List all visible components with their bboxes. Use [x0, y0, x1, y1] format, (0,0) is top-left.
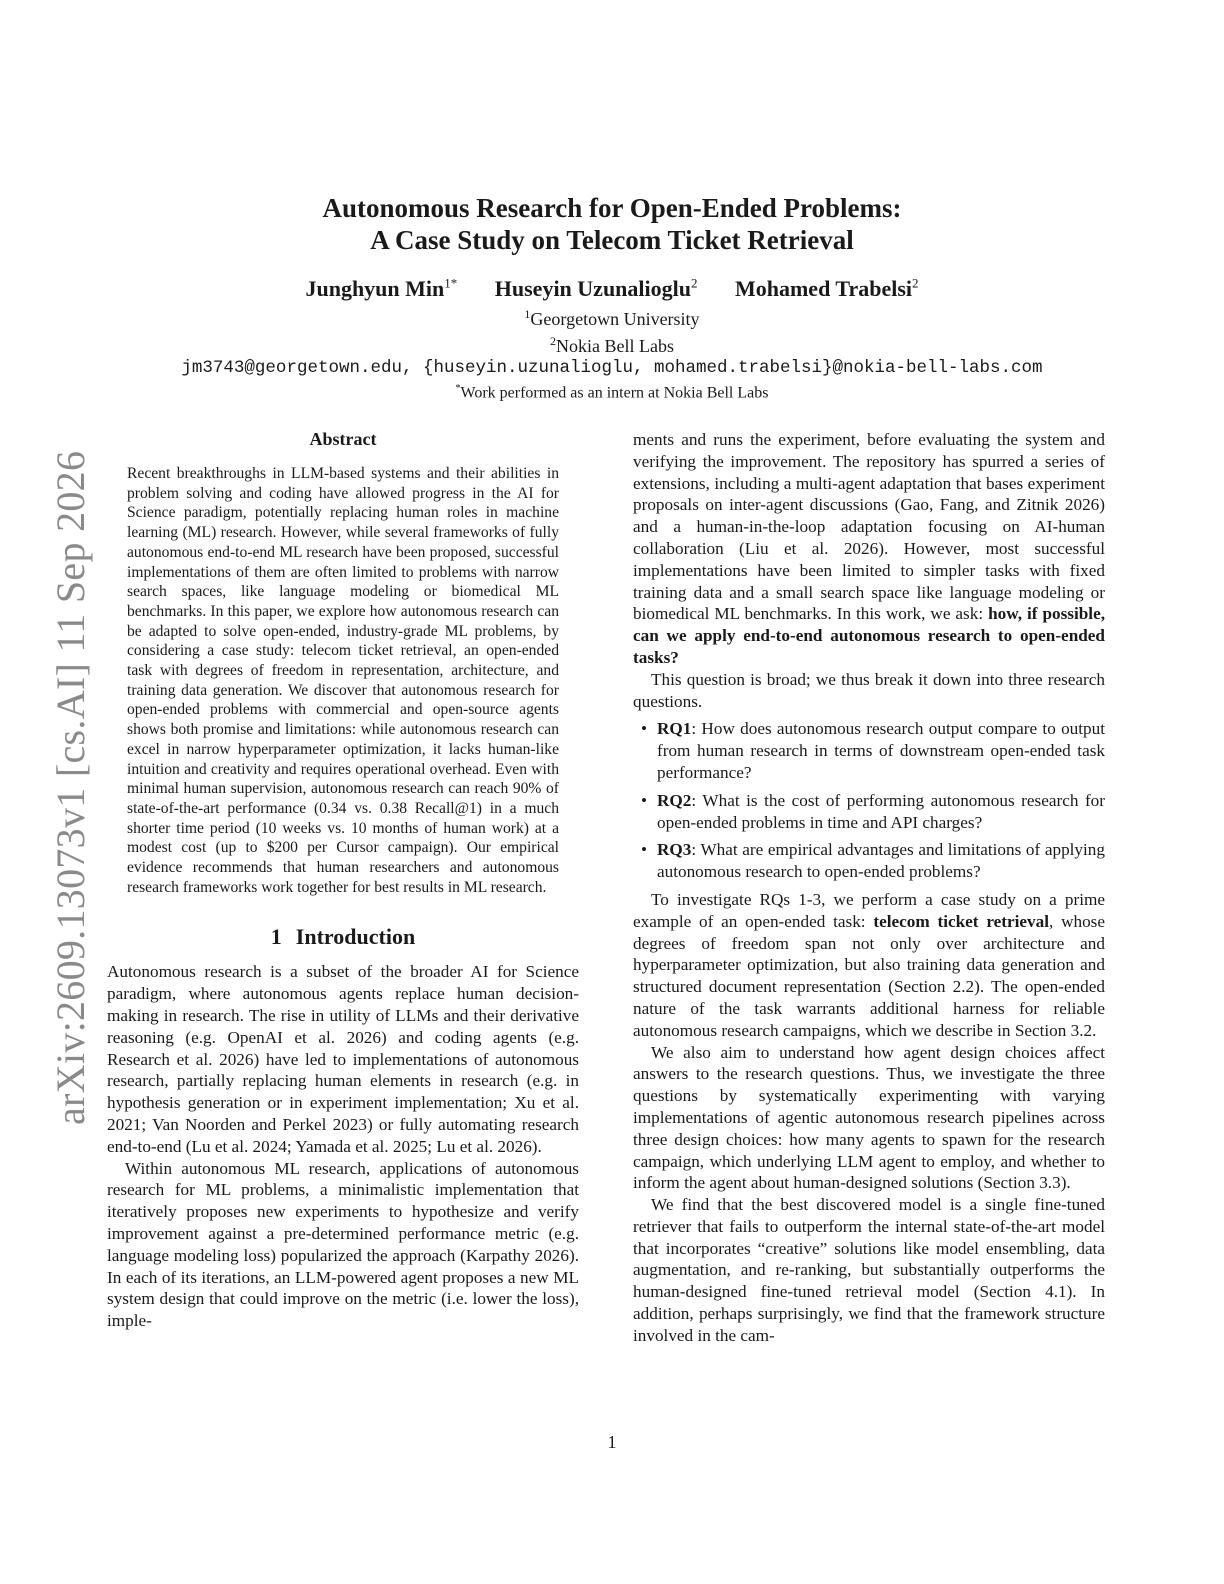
author	[305, 276, 457, 301]
author	[495, 276, 698, 301]
research-question-list	[633, 718, 1105, 883]
author-affiliation-mark: 2	[912, 276, 919, 291]
rq-text: : What is the cost of performing autonomous research for open-ended problems in time and API charges?	[657, 790, 1105, 832]
footnote-mark: *	[455, 383, 461, 395]
list-item	[641, 718, 1105, 783]
section-number: 1	[270, 924, 282, 950]
rq-label: RQ3	[657, 840, 692, 860]
section-title-text: Introduction	[295, 924, 416, 950]
affiliation-mark: 2	[550, 334, 556, 349]
paragraph-text: , whose degrees of freedom span not only over architecture and hyperparameter optimization, but also training data generation and structured document representation (Section 2.2). The open-ended nature of the task warrants additional harness for reliable autonomous research campaigns, which we describe in Section 3.2.	[633, 911, 1105, 1040]
right-paragraph-3	[633, 889, 1105, 1042]
paragraph-text: ments and runs the experiment, before evaluating the system and verifying the improvement. The repository has spurred a series of extensions, including a multi-agent adaptation that bases experiment proposals on inter-agent discussions (Gao, Fang, and Zitnik 2026) and a human-in-the-loop adaptation focusing on AI-human collaboration (Liu et al. 2026). However, most successful implementations have been limited to simpler tasks with fixed training data and a small search space like language modeling or biomedical ML benchmarks. In this work, we ask:	[633, 430, 1105, 624]
right-paragraph-1	[633, 429, 1105, 669]
author-name: Junghyun Min	[305, 276, 445, 302]
affiliation-name: Nokia Bell Labs	[556, 336, 674, 357]
author-emails: jm3743@georgetown.edu, {huseyin.uzunalioglu, mohamed.trabelsi}@nokia-bell-labs.com	[181, 358, 1043, 379]
author-affiliation-mark: 2	[690, 276, 698, 291]
bullet-icon: •	[641, 790, 648, 810]
right-column	[633, 429, 1105, 1347]
author-name: Huseyin Uzunalioglu	[494, 276, 691, 302]
list-item	[641, 839, 1105, 883]
rq-label: RQ1	[657, 719, 692, 739]
abstract-text: Recent breakthroughs in LLM-based systems and their abilities in problem solving and coding have allowed progress in the AI for Science paradigm, potentially replacing human roles in machine learning (ML) research. However, while several frameworks of fully autonomous end-to-end ML research have been proposed, successful implementations of them are often limited to problems with narrow search spaces, like language modeling or biomedical ML benchmarks. In this paper, we explore how autonomous research can be adapted to solve open-ended, industry-grade ML problems, by considering a case study: telecom ticket retrieval, an open-ended task with degrees of freedom in representation, architecture, and training data generation. We discover that autonomous research for open-ended problems with commercial and open-source agents shows both promise and limitations: while autonomous research can excel in narrow hyperparameter optimization, it lacks human-like intuition and creativity and requires operational overhead. Even with minimal human supervision, autonomous research can reach 90% of state-of-the-art performance (0.34 vs. 0.38 Recall@1) in a much shorter time period (10 weeks vs. 10 months of human work) at a modest cost (up to $200 per Cursor campaign). Our empirical evidence recommends that human researchers and autonomous research frameworks work together for best results in ML research.	[127, 465, 559, 896]
bullet-icon: •	[641, 719, 648, 739]
author-affiliation-mark: 1*	[444, 276, 458, 291]
title-line-2: A Case Study on Telecom Ticket Retrieval	[370, 225, 854, 255]
intro-paragraph-2: Within autonomous ML research, applications of autonomous research for ML problems, a minimalistic implementation that iteratively proposes new experiments to hypothesize and verify improvement against a pre-determined performance metric (e.g. language modeling loss) popularized the approach (Karpathy 2026). In each of its iterations, an LLM-powered agent proposes a new ML system design that could improve on the metric (i.e. lower the loss), imple-	[107, 1158, 579, 1331]
affiliation	[0, 330, 1224, 357]
list-item	[641, 790, 1105, 834]
arxiv-identifier: arXiv:2609.13073v1 [cs.AI] 11 Sep 2026	[48, 450, 93, 1125]
footnote-text: Work performed as an intern at Nokia Bell Labs	[460, 384, 769, 402]
affiliation-name: Georgetown University	[530, 309, 700, 330]
author-name: Mohamed Trabelsi	[734, 276, 913, 302]
intro-paragraph-1: Autonomous research is a subset of the broader AI for Science paradigm, where autonomous agents replace human decision-making in research. The rise in utility of LLMs and their derivative reasoning (e.g. OpenAI et al. 2026) and coding agents (e.g. Research et al. 2026) have led to implementations of autonomous research, partially replacing human elements in research (e.g. in hypothesis generation or in experiment implementation; Xu et al. 2021; Van Noorden and Perkel 2023) or fully automating research end-to-end (Lu et al. 2024; Yamada et al. 2025; Lu et al. 2026).	[107, 962, 579, 1156]
rq-text: : What are empirical advantages and limitations of applying autonomous research to open-ended problems?	[657, 840, 1105, 882]
paper-header	[0, 192, 1224, 404]
right-paragraph-5: We find that the best discovered model is a single fine-tuned retriever that fails to outperform the internal state-of-the-art model that incorporates “creative” solutions like model ensembling, data augmentation, and re-ranking, but substantially outperforms the human-designed fine-tuned retrieval model (Section 4.1). In addition, perhaps surprisingly, we find that the framework structure involved in the cam-	[633, 1195, 1105, 1345]
bullet-icon: •	[641, 840, 648, 860]
paper-title	[0, 192, 1224, 256]
right-paragraph-4: We also aim to understand how agent design choices affect answers to the research questions. Thus, we investigate the three questions by systematically experimenting with varying implementations of agentic autonomous research pipelines across three design choices: how many agents to spawn for the research campaign, which underlying LLM agent to employ, and whether to inform the agent about human-designed solutions (Section 3.3).	[633, 1042, 1105, 1193]
left-column	[107, 428, 579, 1332]
section-heading-introduction	[107, 923, 579, 951]
author-list	[0, 270, 1224, 303]
affiliation-mark: 1	[524, 307, 531, 322]
rq-text: : How does autonomous research output compare to output from human research in terms of downstream open-ended task performance?	[657, 719, 1105, 782]
abstract-heading: Abstract	[309, 429, 377, 449]
author-footnote	[0, 379, 1224, 403]
rq-label: RQ2	[657, 790, 692, 810]
author	[735, 276, 919, 301]
research-question-emphasis: how, if possible, can we apply end-to-end autonomous research to open-ended tasks?	[633, 604, 1106, 667]
title-line-1: Autonomous Research for Open-Ended Problems:	[322, 193, 902, 223]
page-number: 1	[607, 1432, 617, 1452]
paragraph-text: To investigate RQs 1-3, we perform a case study on a prime example of an open-ended task:	[633, 889, 1105, 931]
right-paragraph-2: This question is broad; we thus break it down into three research questions.	[633, 669, 1105, 711]
affiliation	[0, 303, 1224, 330]
task-emphasis: telecom ticket retrieval	[873, 911, 1049, 931]
